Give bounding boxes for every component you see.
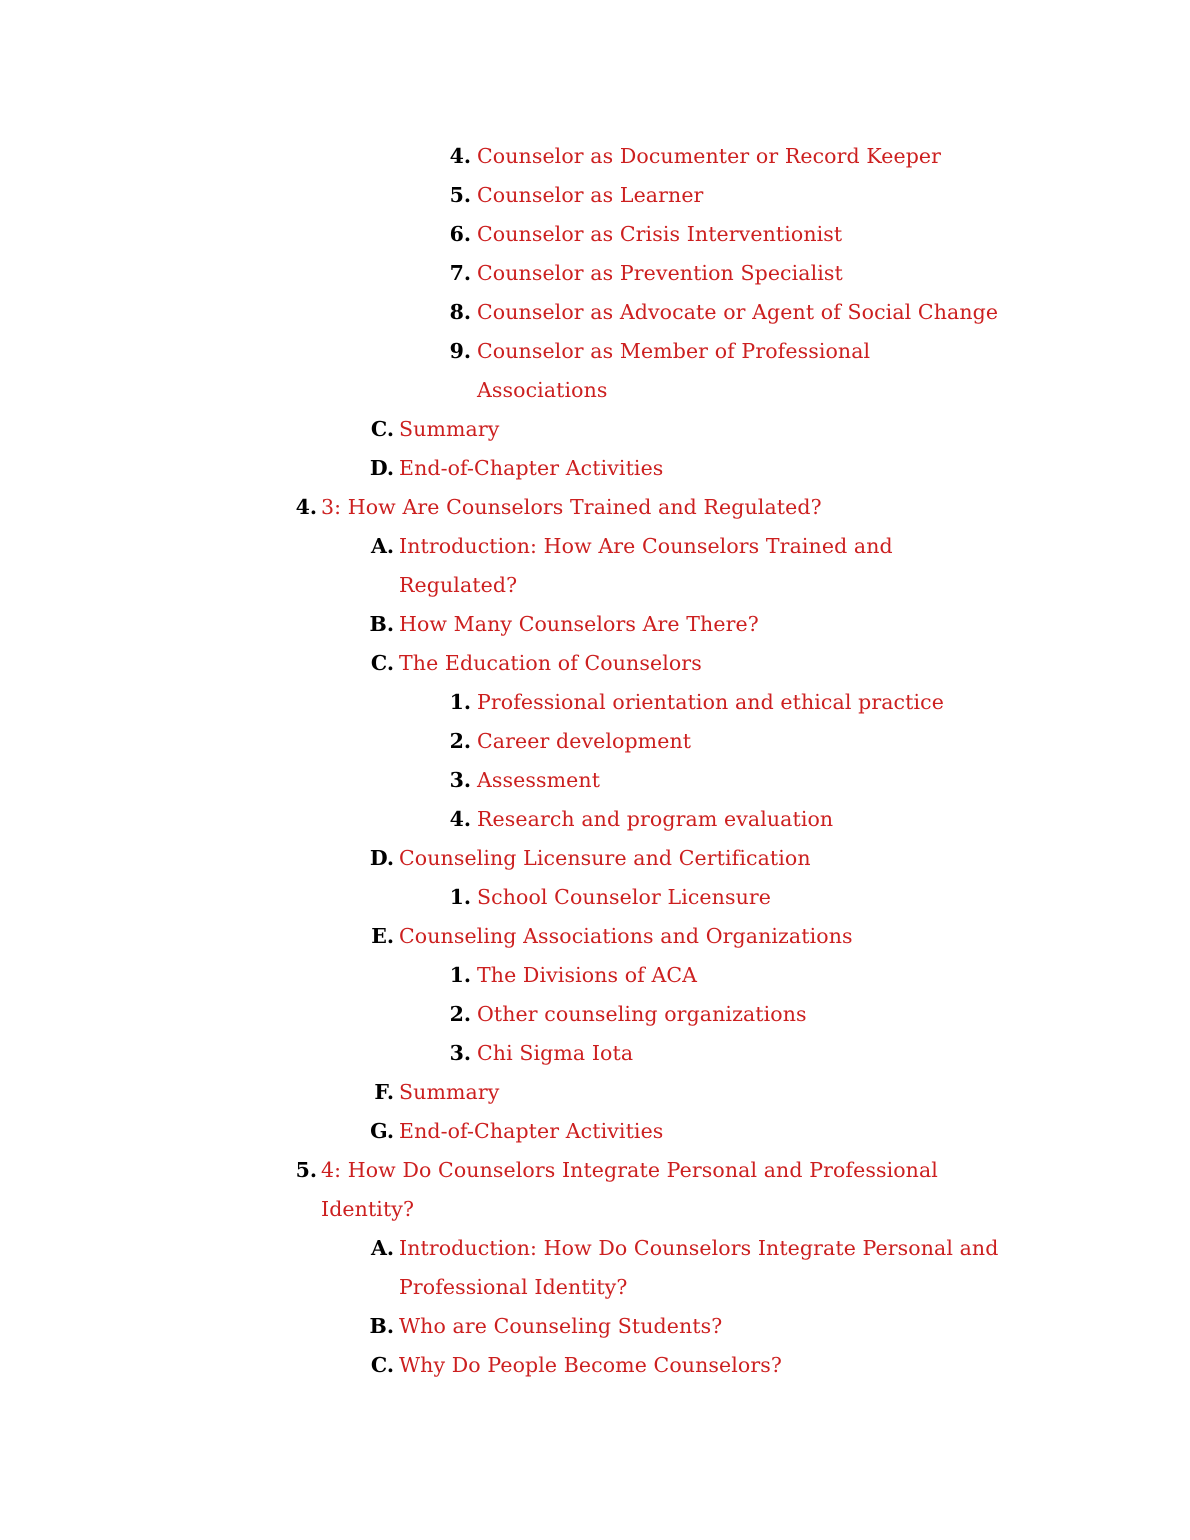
toc-entry-link[interactable]: Professional Identity? (399, 1275, 628, 1299)
toc-entry (0, 1346, 1190, 1385)
toc-entry-number: 5. (295, 1158, 317, 1182)
toc-entry-number: 9. (449, 339, 471, 363)
toc-entry-number: 5. (449, 183, 471, 207)
toc-entry-number: 1. (449, 963, 471, 987)
toc-entry-number: 6. (449, 222, 471, 246)
toc-entry-number: 2. (449, 1002, 471, 1026)
toc-entry (0, 293, 1190, 332)
toc-entry-number: 4. (449, 144, 471, 168)
toc-entry (0, 878, 1190, 917)
toc-entry-number: 3. (449, 1041, 471, 1065)
toc-entry-number: B. (369, 612, 394, 636)
toc-entry-number: 4. (449, 807, 471, 831)
toc-entry-link[interactable]: End-of-Chapter Activities (399, 456, 664, 480)
toc-entry (0, 449, 1190, 488)
toc-entry (0, 215, 1190, 254)
toc-entry-link[interactable]: Counseling Associations and Organizations (399, 924, 853, 948)
toc-entry-number: E. (371, 924, 394, 948)
toc-entry-number: C. (370, 417, 394, 441)
toc-entry (0, 956, 1190, 995)
toc-entry-link[interactable]: Counseling Licensure and Certification (399, 846, 811, 870)
toc-entry (0, 488, 1190, 527)
toc-entry-link[interactable]: Introduction: How Do Counselors Integrate Personal and (399, 1236, 999, 1260)
toc-entry-link[interactable]: Summary (399, 417, 500, 441)
toc-entry (0, 137, 1190, 176)
toc-entry (0, 1151, 1190, 1190)
toc-entry-number: C. (370, 1353, 394, 1377)
toc-entry (0, 644, 1190, 683)
toc-entry-link[interactable]: Why Do People Become Counselors? (399, 1353, 782, 1377)
toc-entry-number: D. (369, 456, 394, 480)
toc-entry-link[interactable]: Other counseling organizations (477, 1002, 807, 1026)
toc-entry (0, 1268, 1190, 1307)
toc-entry (0, 1034, 1190, 1073)
toc-entry-link[interactable]: Counselor as Advocate or Agent of Social Change (477, 300, 999, 324)
toc-entry-link[interactable]: Professional orientation and ethical practice (477, 690, 944, 714)
toc-entry (0, 410, 1190, 449)
toc-entry-number: F. (374, 1080, 394, 1104)
toc-entry-number: C. (370, 651, 394, 675)
toc-entry-link[interactable]: Identity? (321, 1197, 415, 1221)
toc-entry-number: 7. (449, 261, 471, 285)
toc-entry (0, 722, 1190, 761)
toc-entry-link[interactable]: End-of-Chapter Activities (399, 1119, 664, 1143)
toc-entry-link[interactable]: Counselor as Prevention Specialist (477, 261, 843, 285)
toc-entry-link[interactable]: Counselor as Learner (477, 183, 704, 207)
toc-entry (0, 1190, 1190, 1229)
toc-entry-link[interactable]: Assessment (477, 768, 601, 792)
toc-entry-number: 2. (449, 729, 471, 753)
toc-entry-link[interactable]: Introduction: How Are Counselors Trained and (399, 534, 893, 558)
toc-entry (0, 839, 1190, 878)
toc-entry-link[interactable]: Chi Sigma Iota (477, 1041, 634, 1065)
toc-entry (0, 371, 1190, 410)
toc-entry-link[interactable]: Counselor as Documenter or Record Keeper (477, 144, 942, 168)
toc-entry-link[interactable]: The Education of Counselors (399, 651, 702, 675)
toc-entry-link[interactable]: Research and program evaluation (477, 807, 834, 831)
toc-entry-link[interactable]: Who are Counseling Students? (399, 1314, 723, 1338)
toc-entry (0, 917, 1190, 956)
toc-entry (0, 1307, 1190, 1346)
toc-entry-number: 8. (449, 300, 471, 324)
toc-entry-link[interactable]: The Divisions of ACA (477, 963, 698, 987)
toc-entry-number: 1. (449, 885, 471, 909)
toc-entry (0, 332, 1190, 371)
toc-entry-number: B. (369, 1314, 394, 1338)
toc-entry-number: 1. (449, 690, 471, 714)
toc-entry (0, 176, 1190, 215)
toc-entry-link[interactable]: Counselor as Member of Professional (477, 339, 871, 363)
toc-entry-link[interactable]: Regulated? (399, 573, 518, 597)
toc-entry-number: D. (369, 846, 394, 870)
toc-entry-link[interactable]: How Many Counselors Are There? (399, 612, 759, 636)
toc-entry-number: 3. (449, 768, 471, 792)
toc-entry (0, 761, 1190, 800)
table-of-contents (0, 137, 1190, 1385)
toc-entry (0, 527, 1190, 566)
toc-entry-link[interactable]: Counselor as Crisis Interventionist (477, 222, 843, 246)
toc-entry-link[interactable]: 4: How Do Counselors Integrate Personal and Professional (321, 1158, 938, 1182)
toc-entry (0, 995, 1190, 1034)
toc-entry (0, 1073, 1190, 1112)
toc-entry-link[interactable]: School Counselor Licensure (477, 885, 772, 909)
toc-entry (0, 800, 1190, 839)
toc-entry-link[interactable]: 3: How Are Counselors Trained and Regulated? (321, 495, 822, 519)
toc-entry (0, 683, 1190, 722)
toc-entry (0, 1229, 1190, 1268)
toc-entry-number: 4. (295, 495, 317, 519)
toc-entry (0, 254, 1190, 293)
toc-entry (0, 1112, 1190, 1151)
toc-entry-link[interactable]: Career development (477, 729, 692, 753)
toc-entry-number: A. (370, 534, 394, 558)
toc-entry (0, 566, 1190, 605)
toc-entry-number: G. (370, 1119, 394, 1143)
toc-entry-number: A. (370, 1236, 394, 1260)
toc-entry-link[interactable]: Associations (477, 378, 608, 402)
toc-entry (0, 605, 1190, 644)
toc-entry-link[interactable]: Summary (399, 1080, 500, 1104)
